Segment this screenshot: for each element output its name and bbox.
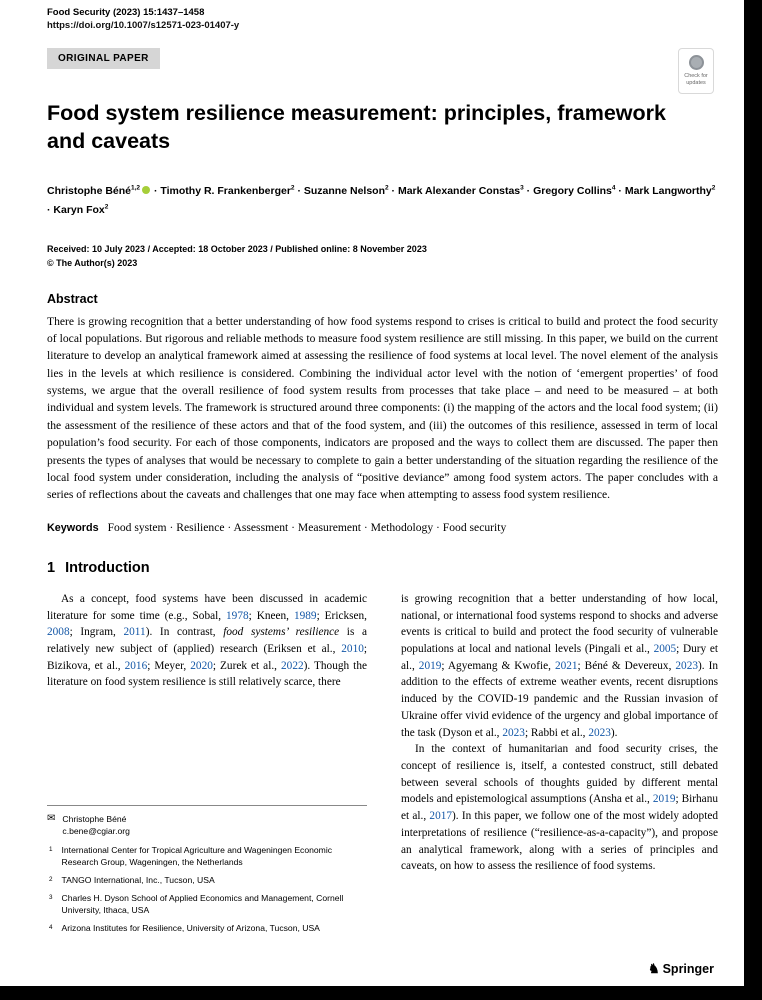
text-segment: ; Béné & Devereux, (577, 659, 676, 672)
text-segment: ; Agyemang & Kwofie, (441, 659, 555, 672)
text-segment: In the context of humanitarian and food security crises, the concept of resilience is, itself, a contested construct, still debated between several schools of thoughts guided by different mental models and epistemological assumptions (Ansha et al., (401, 743, 718, 806)
text-segment: 3 (520, 184, 524, 192)
text-segment: ; Birhanu et al., (401, 793, 718, 823)
citation-link[interactable]: 2019 (652, 793, 676, 806)
intro-paragraph-right-2 (401, 741, 718, 875)
correspondence-email[interactable]: c.bene@cgiar.org (62, 826, 130, 837)
footnote-block (47, 805, 367, 934)
text-segment: · (151, 184, 161, 197)
affiliation-number: 3 (49, 894, 53, 902)
citation-link[interactable]: 2011 (123, 626, 146, 639)
publisher-logo (648, 961, 714, 977)
text-segment: food systems’ resilience (223, 626, 340, 639)
text-segment: ; Ingram, (69, 626, 124, 639)
copyright-line: © The Author(s) 2023 (47, 257, 138, 268)
text-segment: is growing recognition that a better understanding of how local, national, or international food systems respond to shocks and adverse events is critical to build and protect the food security of vulnerable populations at local and national levels (Pingali et al., (401, 592, 718, 655)
citation-link[interactable]: 2010 (341, 642, 364, 655)
text-segment: Timothy R. Frankenberger (160, 184, 291, 197)
text-segment: 4 (611, 184, 616, 192)
affiliation-number: 2 (49, 875, 53, 883)
affiliation-number: 4 (49, 924, 53, 932)
citation-link[interactable]: 2019 (418, 659, 442, 672)
citation-link[interactable]: 2005 (653, 642, 677, 655)
affiliation-text: Charles H. Dyson School of Applied Economics and Management, Cornell University, Ithaca, USA (61, 893, 344, 916)
citation-link[interactable]: 2022 (281, 659, 304, 672)
correspondence (47, 813, 367, 837)
text-segment: 2 (104, 203, 109, 211)
journal-header (47, 7, 718, 31)
check-for-updates-badge[interactable] (678, 48, 714, 94)
text-segment: Mark Alexander Constas (397, 184, 521, 197)
citation-link[interactable]: 1978 (226, 609, 249, 622)
citation-link[interactable]: 2020 (190, 659, 213, 672)
intro-paragraph-right-1 (401, 591, 718, 741)
citation-link[interactable]: 2021 (554, 659, 578, 672)
section-title: Introduction (65, 559, 150, 576)
intro-paragraph-left (47, 591, 367, 691)
text-segment: · (294, 184, 304, 197)
text-segment: ; Zurek et al., (212, 659, 282, 672)
article-title: Food system resilience measurement: principles, framework and caveats (47, 101, 666, 154)
text-segment: ; Bizikova, et al., (47, 642, 367, 672)
text-segment: ; Dury et al., (401, 642, 718, 672)
citation-link[interactable]: 2008 (47, 626, 70, 639)
text-segment: 2 (385, 184, 389, 192)
text-segment: Gregory Collins (533, 184, 612, 197)
abstract-heading: Abstract (47, 291, 98, 306)
author-list (47, 182, 718, 220)
affiliation-text: TANGO International, Inc., Tucson, USA (61, 874, 215, 885)
keywords-values: Food system · Resilience · Assessment · Measurement · Methodology · Food security (107, 520, 507, 534)
citation-link[interactable]: 2016 (124, 659, 148, 672)
affiliation-item (47, 922, 367, 935)
text-segment: ). In contrast, (145, 626, 224, 639)
text-segment: · (47, 203, 54, 216)
text-segment: ). In addition to the effects of extreme weather events, recent disruptions induced by the COVID-19 pandemic and the Russian invasion of Ukraine offer vivid evidence of the urgency and global importance of the task (Dyson et al., (401, 659, 718, 739)
section-number: 1 (47, 559, 56, 576)
citation-link[interactable]: 1989 (293, 609, 317, 622)
affiliation-text: International Center for Tropical Agriculture and Wageningen Economic Research Group, Wageningen, the Netherlands (61, 844, 333, 867)
text-segment: Mark Langworthy (624, 184, 712, 197)
text-segment: ; Ericksen, (316, 609, 367, 622)
text-segment: ). (610, 726, 618, 739)
affiliation-item (47, 892, 367, 916)
text-segment: Christophe Béné (47, 184, 132, 197)
keywords-label: Keywords (47, 521, 99, 534)
text-segment: 2 (290, 184, 295, 192)
doi-link[interactable]: https://doi.org/10.1007/s12571-023-01407-y (47, 20, 240, 31)
keywords-line (47, 521, 718, 534)
text-segment: · (615, 184, 625, 197)
text-segment: · (523, 184, 534, 197)
text-segment: ; Rabbi et al., (524, 726, 589, 739)
affiliation-number: 1 (49, 845, 53, 853)
correspondence-text (62, 813, 130, 837)
two-column-body (47, 591, 718, 935)
text-segment: ). In this paper, we follow one of the most widely adopted interpretations of resilience (“resilience-as-a-capacity”), and propose an analytical framework, along with a series of principles and caveats, on how to assess the resilience of food systems. (401, 810, 718, 873)
text-segment: is a relatively new subject of (applied) research (Eriksen et al., (47, 626, 368, 655)
correspondence-name: Christophe Béné (62, 814, 127, 825)
affiliation-item (47, 874, 367, 887)
affiliation-text: Arizona Institutes for Resilience, University of Arizona, Tucson, USA (61, 923, 320, 934)
citation-link[interactable]: 2017 (429, 810, 453, 823)
affiliation-item (47, 844, 367, 868)
text-segment: Karyn Fox (53, 203, 105, 216)
left-column (47, 591, 367, 935)
crossmark-label: Check for updates (684, 73, 708, 86)
springer-horse-icon: ♞ (647, 961, 660, 976)
envelope-icon: ✉ (47, 813, 56, 825)
citation-link[interactable]: 2023 (675, 659, 698, 672)
article-type-badge: ORIGINAL PAPER (47, 48, 160, 69)
text-segment: 2 (711, 184, 716, 192)
orcid-icon (142, 186, 150, 194)
text-segment: ). Though the literature on food system resilience is still relatively scarce, there (47, 659, 367, 689)
right-column (401, 591, 718, 935)
text-segment: 1,2 (131, 184, 141, 192)
crossmark-icon (689, 55, 704, 70)
publisher-name: Springer (662, 962, 714, 976)
abstract-text: There is growing recognition that a better understanding of how food systems respond to crises is critical to build and protect the food security of local populations. But rigorous and reliable methods to measure food system resilience are still missing. In this paper, we build on the current literature to develop an analytical framework aimed at assessing the resilience of food systems at local level. The novel element of the analysis lies in the levels at which resilience is considered. Combining the individual actor level with the notion of ‘emergent properties’ of food systems, we argue that the overall resilience of food system results from processes that take place – and need to be measured – at both individual and system levels. The framework is structured around three components: (i) the mapping of the actors and the local food system; (ii) the assessment of the resilience of these actors and that of the food system, and (iii) the outcomes of this resilience, assessed in term of local population’s food security. For each of those components, indicators are proposed and the ways to collect them are discussed. The paper then presents the types of analyses that would be necessary to complete to gain a better understanding of the situation regarding the resilience of the local food system under consideration, including the analysis of “positive deviance” among food system actors. The paper concludes with a series of reflections about the caveats and challenges that one may face when attempting to assess food system resilience. (47, 314, 718, 502)
citation-link[interactable]: 2023 (502, 726, 525, 739)
citation-link[interactable]: 2023 (588, 726, 611, 739)
text-segment: Suzanne Nelson (303, 184, 385, 197)
section-heading-introduction (47, 560, 718, 576)
text-segment: · (388, 184, 398, 197)
journal-citation: Food Security (2023) 15:1437–1458 (47, 7, 205, 18)
dates-line: Received: 10 July 2023 / Accepted: 18 October 2023 / Published online: 8 November 2023 (47, 243, 427, 254)
text-segment: ; Kneen, (248, 609, 294, 622)
text-segment: As a concept, food systems have been discussed in academic literature for some time (e.g., Sobal, (47, 592, 367, 622)
footnote-separator (47, 805, 367, 806)
text-segment: ; Meyer, (147, 659, 191, 672)
